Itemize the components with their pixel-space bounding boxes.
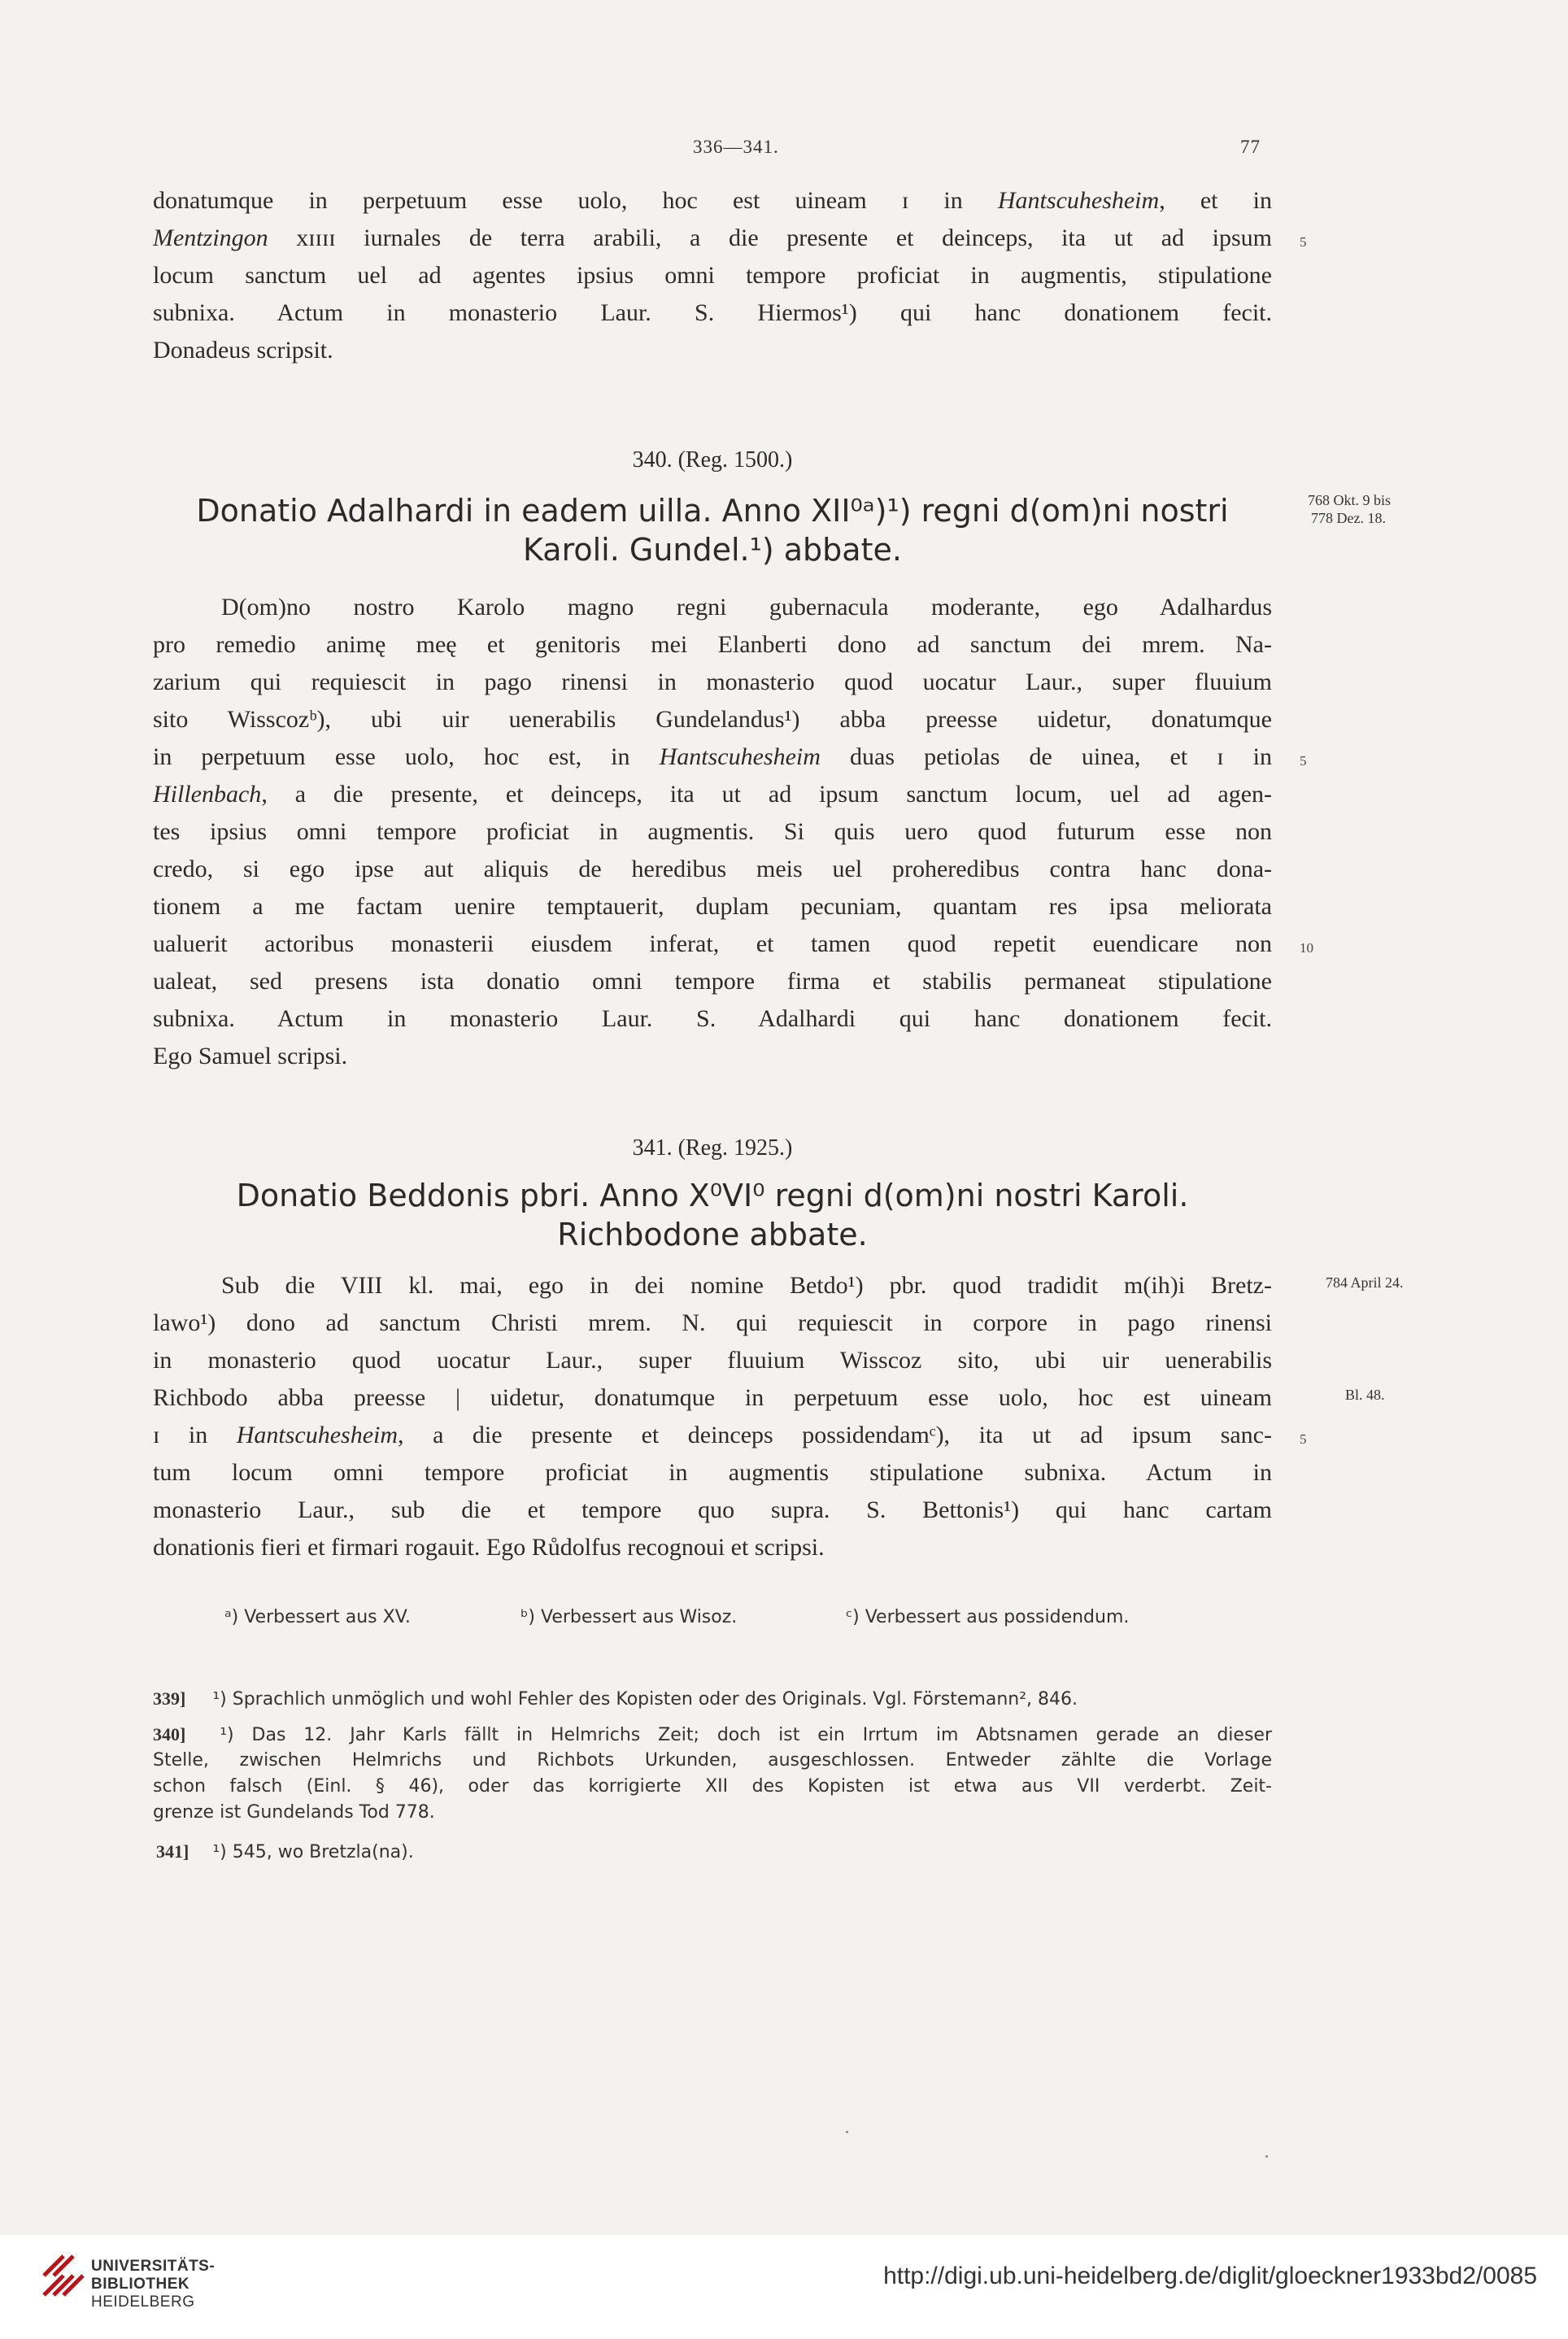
note-341 xyxy=(156,1841,1275,1862)
note-340-line-4: grenze ist Gundelands Tod 778. xyxy=(153,1802,435,1823)
paper-speck xyxy=(1265,2155,1268,2158)
text-line: in monasterio quod uocatur Laur., super fluuium Wisscoz sito, ubi uir uenerabilis xyxy=(153,1347,1272,1374)
charter-title-340: Donatio Adalhardi in eadem uilla. Anno XII⁰ᵃ)¹) regni d(om)ni nostri xyxy=(196,493,1229,529)
text-line: tum locum omni tempore proficiat in augmentis stipulatione subnixa. Actum in xyxy=(153,1459,1272,1486)
charter-title-340-cont: Karoli. Gundel.¹) abbate. xyxy=(523,532,902,568)
text-line: Sub die VIII kl. mai, ego in dei nomine Betdo¹) pbr. quod tradidit m(ih)i Bretz- xyxy=(221,1272,1272,1299)
text-line: ualeat, sed presens ista donatio omni tempore firma et stabilis permaneat stipulatione xyxy=(153,968,1272,995)
note-339 xyxy=(153,1688,1272,1710)
charter-number-341: 341. (Reg. 1925.) xyxy=(632,1135,793,1161)
margin-folio-341: Bl. 48. xyxy=(1345,1387,1385,1403)
text-line: Mentzingon xɪɪɪɪ iurnales de terra arabili, a die presente et deinceps, ita ut ad ipsum xyxy=(153,224,1272,251)
note-340-line-3: schon falsch (Einl. § 46), oder das korrigierte XII des Kopisten ist etwa aus VII verderbt. Zeit- xyxy=(153,1776,1272,1797)
text-line: in perpetuum esse uolo, hoc est, in Hantscuhesheim duas petiolas de uinea, et ɪ in xyxy=(153,743,1272,770)
running-header-range: 336—341. xyxy=(693,137,779,157)
margin-date-340-b: 778 Dez. 18. xyxy=(1311,510,1386,526)
line-number: 5 xyxy=(1300,1431,1307,1447)
text-line: subnixa. Actum in monasterio Laur. S. Adalhardi qui hanc donationem fecit. xyxy=(153,1005,1272,1032)
note-label: 340] xyxy=(153,1724,186,1744)
apparatus-note-c: ᶜ) Verbessert aus possidendum. xyxy=(846,1607,1130,1627)
note-340-line-1 xyxy=(153,1724,1272,1745)
text-line: Hillenbach, a die presente, et deinceps, ita ut ad ipsum sanctum locum, uel ad agen- xyxy=(153,781,1272,808)
note-text: ¹) Sprachlich unmöglich und wohl Fehler des Kopisten oder des Originals. Vgl. Förstemann², 846. xyxy=(212,1689,1078,1710)
library-logo-icon xyxy=(39,2251,88,2300)
library-name-line-2: BIBLIOTHEK xyxy=(91,2276,190,2293)
line-number: 10 xyxy=(1300,940,1313,956)
permalink-url[interactable]: http://digi.ub.uni-heidelberg.de/diglit/gloeckner1933bd2/0085 xyxy=(883,2263,1537,2289)
text-line: donatumque in perpetuum esse uolo, hoc est uineam ɪ in Hantscuhesheim, et in xyxy=(153,187,1272,214)
library-name-line-3: HEIDELBERG xyxy=(91,2293,195,2311)
text-line: ualuerit actoribus monasterii eiusdem inferat, et tamen quod repetit euendicare non xyxy=(153,930,1272,957)
line-number: 5 xyxy=(1300,753,1307,769)
note-text: ¹) Das 12. Jahr Karls fällt in Helmrichs Zeit; doch ist ein Irrtum im Abtsnamen gerade an dieser xyxy=(220,1725,1272,1745)
apparatus-note-a: ᵃ) Verbessert aus XV. xyxy=(224,1607,411,1627)
text-line: tes ipsius omni tempore proficiat in augmentis. Si quis uero quod futurum esse non xyxy=(153,818,1272,845)
text-line: credo, si ego ipse aut aliquis de heredibus meis uel proheredibus contra hanc dona- xyxy=(153,856,1272,882)
line-number: 5 xyxy=(1300,234,1307,250)
charter-title-341: Donatio Beddonis pbri. Anno X⁰VI⁰ regni d(om)ni nostri Karoli. xyxy=(236,1178,1189,1213)
margin-date-341: 784 April 24. xyxy=(1326,1274,1404,1291)
text-line: pro remedio animę meę et genitoris mei Elanberti dono ad sanctum dei mrem. Na- xyxy=(153,631,1272,658)
text-line: locum sanctum uel ad agentes ipsius omni tempore proficiat in augmentis, stipulatione xyxy=(153,262,1272,289)
paper-speck xyxy=(846,2131,848,2133)
text-line: tionem a me factam uenire temptauerit, duplam pecuniam, quantam res ipsa meliorata xyxy=(153,893,1272,920)
note-340-line-2: Stelle, zwischen Helmrichs und Richbots Urkunden, ausgeschlossen. Entweder zählte die Vorlage xyxy=(153,1750,1272,1771)
text-line: Donadeus scripsit. xyxy=(153,337,333,364)
charter-number-340: 340. (Reg. 1500.) xyxy=(632,447,793,473)
text-line: sito Wisscozᵇ), ubi uir uenerabilis Gundelandus¹) abba preesse uidetur, donatumque xyxy=(153,706,1272,733)
text-line: subnixa. Actum in monasterio Laur. S. Hiermos¹) qui hanc donationem fecit. xyxy=(153,299,1272,326)
text-line: monasterio Laur., sub die et tempore quo supra. S. Bettonis¹) qui hanc cartam xyxy=(153,1496,1272,1523)
note-label: 339] xyxy=(153,1688,186,1709)
text-line: Ego Samuel scripsi. xyxy=(153,1043,348,1069)
page-number: 77 xyxy=(1240,137,1261,157)
text-line: D(om)no nostro Karolo magno regni gubernacula moderante, ego Adalhardus xyxy=(221,594,1272,621)
charter-title-341-cont: Richbodone abbate. xyxy=(557,1217,868,1252)
text-line: zarium qui requiescit in pago rinensi in monasterio quod uocatur Laur., super fluuium xyxy=(153,669,1272,695)
margin-date-340-a: 768 Okt. 9 bis xyxy=(1308,492,1392,508)
text-line: lawo¹) dono ad sanctum Christi mrem. N. qui requiescit in corpore in pago rinensi xyxy=(153,1309,1272,1336)
apparatus-note-b: ᵇ) Verbessert aus Wisoz. xyxy=(520,1607,738,1627)
text-line: donationis fieri et firmari rogauit. Ego Růdolfus recognoui et scripsi. xyxy=(153,1534,825,1561)
text-line: ɪ in Hantscuhesheim, a die presente et deinceps possidendamᶜ), ita ut ad ipsum sanc- xyxy=(153,1422,1272,1448)
note-label: 341] xyxy=(156,1841,189,1862)
library-name-line-1: UNIVERSITÄTS- xyxy=(91,2258,216,2275)
note-text: ¹) 545, wo Bretzla(na). xyxy=(212,1842,414,1862)
text-line: Richbodo abba preesse | uidetur, donatumque in perpetuum esse uolo, hoc est uineam xyxy=(153,1384,1272,1411)
